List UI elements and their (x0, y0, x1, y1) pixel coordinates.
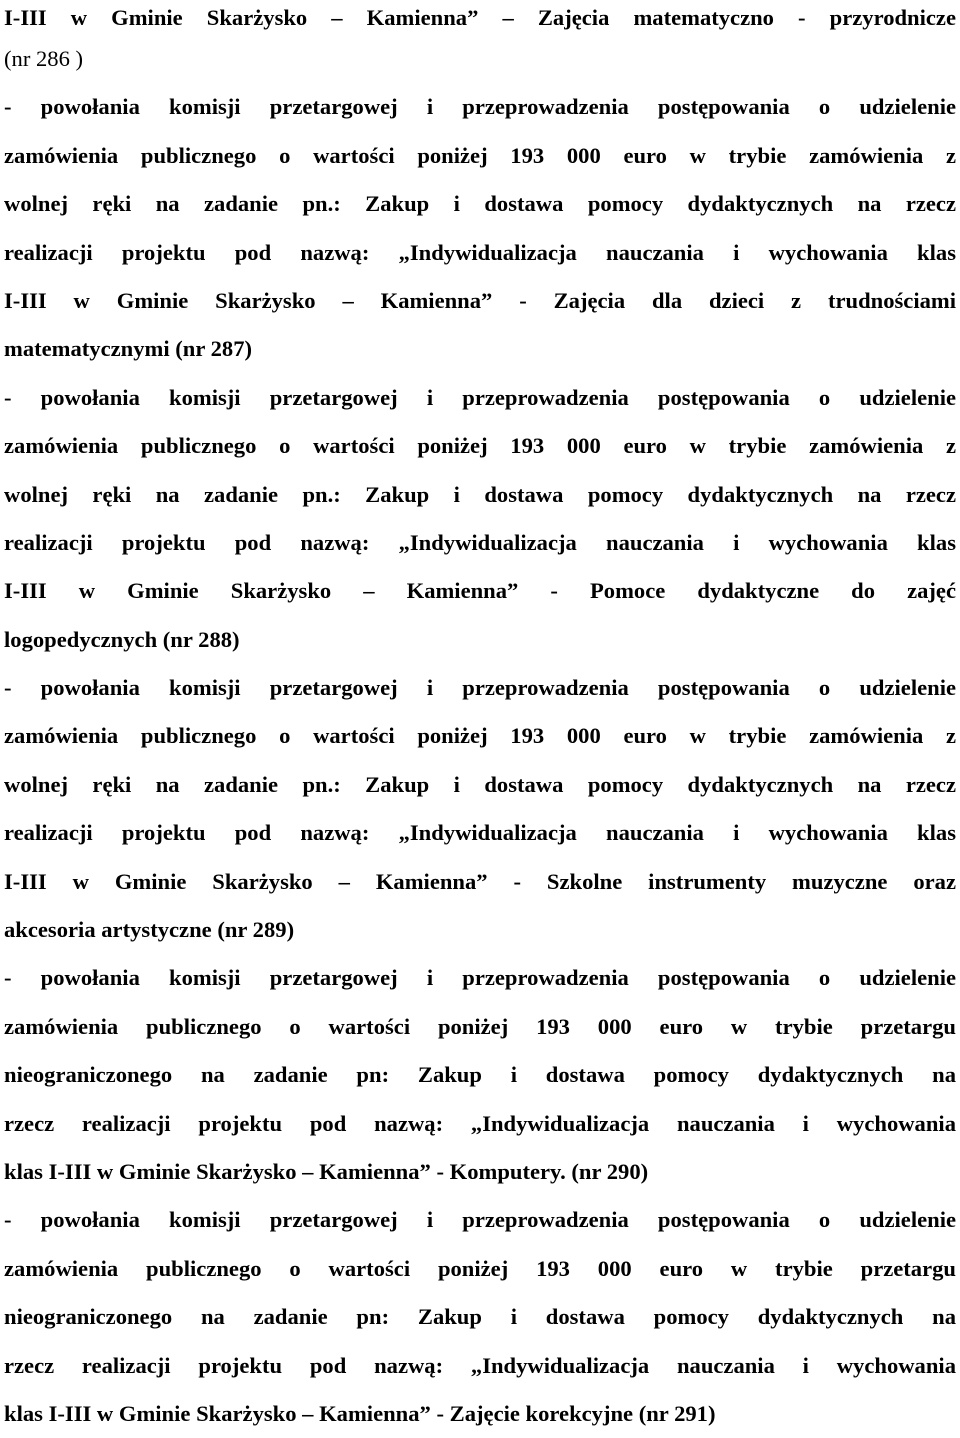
text-line: zamówienia publicznego o wartości poniżej 193 000 euro w trybie zamówienia z (4, 142, 956, 168)
text-line: I-III w Gminie Skarżysko – Kamienna” - Zajęcia dla dzieci z trudnościami (4, 287, 956, 313)
text-line: wolnej ręki na zadanie pn.: Zakup i dostawa pomocy dydaktycznych na rzecz (4, 191, 956, 217)
text-line: I-III w Gminie Skarżysko – Kamienna” - Pomoce dydaktyczne do zajęć (4, 578, 956, 604)
text-line: nieograniczonego na zadanie pn: Zakup i dostawa pomocy dydaktycznych na (4, 1062, 956, 1088)
text-line: wolnej ręki na zadanie pn.: Zakup i dostawa pomocy dydaktycznych na rzecz (4, 771, 956, 797)
text-line: - powołania komisji przetargowej i przeprowadzenia postępowania o udzielenie (4, 675, 956, 701)
text-line: rzecz realizacji projektu pod nazwą: „Indywidualizacja nauczania i wychowania (4, 1352, 956, 1378)
text-line: zamówienia publicznego o wartości poniżej 193 000 euro w trybie zamówienia z (4, 723, 956, 749)
text-line: matematycznymi (nr 287) (4, 336, 253, 362)
text-line: I-III w Gminie Skarżysko – Kamienna” – Zajęcia matematyczno - przyrodnicze (4, 5, 956, 30)
text-line: zamówienia publicznego o wartości poniżej 193 000 euro w trybie przetargu (4, 1255, 956, 1281)
text-line: - powołania komisji przetargowej i przeprowadzenia postępowania o udzielenie (4, 1207, 956, 1233)
text-line: realizacji projektu pod nazwą: „Indywidualizacja nauczania i wychowania klas (4, 239, 956, 265)
text-line: zamówienia publicznego o wartości poniżej 193 000 euro w trybie zamówienia z (4, 433, 956, 459)
text-line: klas I-III w Gminie Skarżysko – Kamienna” - Zajęcie korekcyjne (nr 291) (4, 1400, 716, 1426)
text-line: wolnej ręki na zadanie pn.: Zakup i dostawa pomocy dydaktycznych na rzecz (4, 481, 956, 507)
text-line: I-III w Gminie Skarżysko – Kamienna” - Szkolne instrumenty muzyczne oraz (4, 868, 956, 894)
text-line: klas I-III w Gminie Skarżysko – Kamienna” - Komputery. (nr 290) (4, 1158, 649, 1184)
text-line: - powołania komisji przetargowej i przeprowadzenia postępowania o udzielenie (4, 384, 956, 410)
text-line: rzecz realizacji projektu pod nazwą: „Indywidualizacja nauczania i wychowania (4, 1110, 956, 1136)
text-line: (nr 286 ) (4, 46, 84, 71)
text-line: realizacji projektu pod nazwą: „Indywidualizacja nauczania i wychowania klas (4, 529, 956, 555)
text-line: - powołania komisji przetargowej i przeprowadzenia postępowania o udzielenie (4, 94, 956, 120)
text-line: - powołania komisji przetargowej i przeprowadzenia postępowania o udzielenie (4, 965, 956, 991)
text-line: zamówienia publicznego o wartości poniżej 193 000 euro w trybie przetargu (4, 1013, 956, 1039)
text-line: logopedycznych (nr 288) (4, 626, 240, 652)
text-line: realizacji projektu pod nazwą: „Indywidualizacja nauczania i wychowania klas (4, 820, 956, 846)
text-line: nieograniczonego na zadanie pn: Zakup i dostawa pomocy dydaktycznych na (4, 1304, 956, 1330)
text-line: akcesoria artystyczne (nr 289) (4, 917, 295, 943)
